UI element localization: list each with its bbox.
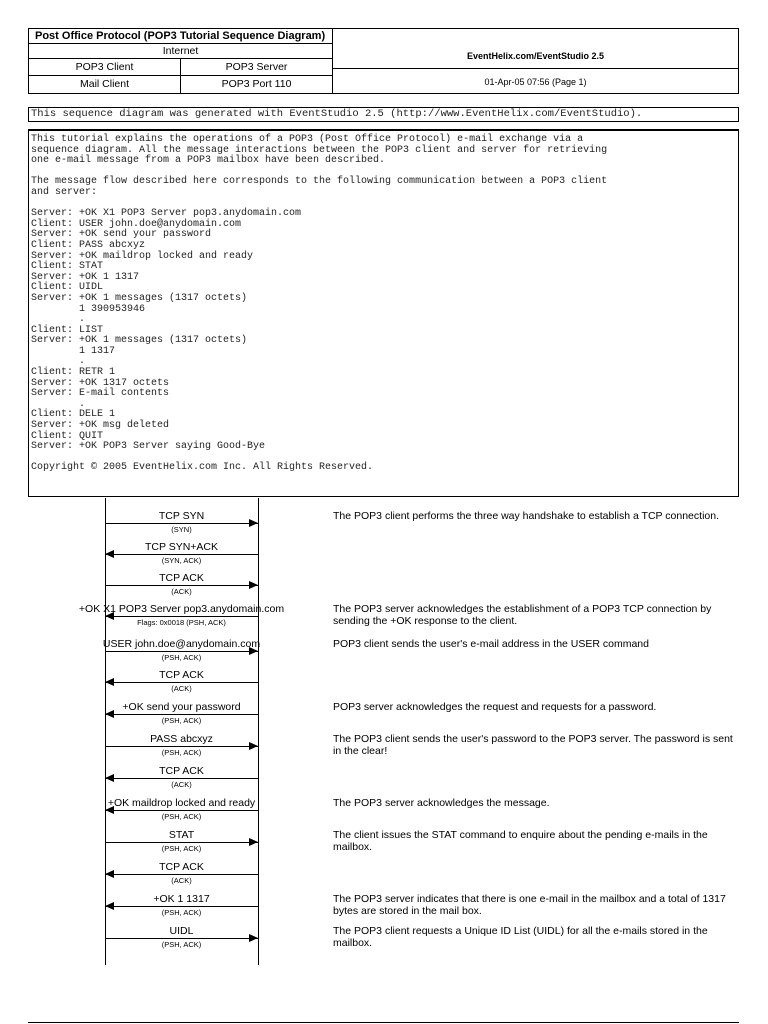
arrowhead-left-icon	[105, 550, 114, 558]
description-line: Server: +OK X1 POP3 Server pop3.anydomain.com	[31, 208, 302, 220]
description-line: The message flow described here corresponds to the following communication between a POP3 client	[31, 176, 608, 188]
message-label: USER john.doe@anydomain.com	[102, 638, 261, 650]
description-line: Server: +OK send your password	[31, 229, 212, 241]
message-arrow	[105, 585, 258, 586]
description-line: sequence diagram. All the message interactions between the POP3 client and server for retrieving	[31, 144, 608, 156]
message-label: TCP ACK	[159, 669, 204, 681]
description-line: one e-mail message from a POP3 mailbox have been described.	[31, 155, 386, 167]
message-remark: The POP3 server acknowledges the establishment of a POP3 TCP connection by sending the +OK response to the client.	[333, 603, 712, 627]
message-label: TCP SYN	[158, 510, 205, 522]
description-line: and server:	[31, 186, 98, 198]
arrowhead-right-icon	[249, 742, 258, 750]
arrowhead-right-icon	[249, 519, 258, 527]
message-remark: POP3 client sends the user's e-mail address in the USER command	[333, 638, 649, 650]
arrowhead-right-icon	[249, 581, 258, 589]
header-table	[28, 28, 739, 94]
message-label: TCP ACK	[159, 765, 204, 777]
message-arrow	[105, 651, 258, 652]
arrowhead-left-icon	[105, 678, 114, 686]
pop3-port-label: POP3 Port 110	[181, 76, 333, 93]
description-line: Client: RETR 1	[31, 367, 116, 379]
message-flags: (PSH, ACK)	[161, 908, 202, 917]
description-line: Client: PASS abcxyz	[31, 239, 146, 251]
message-arrow	[105, 906, 258, 907]
footer-divider	[28, 1022, 739, 1023]
message-remark: The POP3 client requests a Unique ID List (UIDL) for all the e-mails stored in the mailbox.	[333, 925, 708, 949]
description-line: Server: +OK msg deleted	[31, 420, 170, 432]
message-label: +OK maildrop locked and ready	[107, 797, 256, 809]
description-line: Copyright © 2005 EventHelix.com Inc. All Rights Reserved.	[31, 462, 374, 474]
message-arrow	[105, 746, 258, 747]
message-remark: The POP3 client sends the user's password to the POP3 server. The password is sent in the clear!	[333, 733, 733, 757]
pop3-client-lifeline	[105, 498, 106, 965]
description-text	[31, 135, 738, 474]
message-label: UIDL	[169, 925, 194, 937]
message-flags: (ACK)	[171, 684, 192, 693]
message-flags: (SYN, ACK)	[161, 556, 202, 565]
arrowhead-left-icon	[105, 902, 114, 910]
description-line: Client: DELE 1	[31, 409, 116, 421]
description-line: Server: E-mail contents	[31, 388, 170, 400]
message-label: +OK X1 POP3 Server pop3.anydomain.com	[78, 603, 285, 615]
mail-client-label: Mail Client	[29, 76, 181, 93]
pop3-server-lifeline	[258, 498, 259, 965]
description-line: This tutorial explains the operations of a POP3 (Post Office Protocol) e-mail exchange via a	[31, 134, 584, 145]
message-flags: (SYN)	[171, 525, 192, 534]
description-line: Server: +OK 1 1317	[31, 271, 140, 283]
message-flags: (PSH, ACK)	[161, 653, 202, 662]
message-label: TCP ACK	[159, 861, 204, 873]
arrowhead-left-icon	[105, 806, 114, 814]
description-line: 1 390953946	[31, 303, 146, 315]
message-arrow	[105, 682, 258, 683]
message-flags: (PSH, ACK)	[161, 940, 202, 949]
arrowhead-left-icon	[105, 710, 114, 718]
description-line: Server: +OK maildrop locked and ready	[31, 250, 254, 262]
message-flags: (ACK)	[171, 780, 192, 789]
message-arrow	[105, 874, 258, 875]
arrowhead-left-icon	[105, 774, 114, 782]
message-arrow	[105, 938, 258, 939]
description-line: Server: +OK 1317 octets	[31, 377, 170, 389]
message-remark: POP3 server acknowledges the request and requests for a password.	[333, 701, 657, 713]
message-label: +OK 1 1317	[153, 893, 210, 905]
description-line: .	[31, 356, 86, 368]
message-label: STAT	[168, 829, 195, 841]
message-label: +OK send your password	[122, 701, 241, 713]
description-line: Client: UIDL	[31, 282, 104, 294]
pop3-client-label: POP3 Client	[29, 59, 181, 76]
message-flags: (ACK)	[171, 876, 192, 885]
message-remark: The POP3 server acknowledges the message.	[333, 797, 550, 809]
message-remark: The POP3 client performs the three way handshake to establish a TCP connection.	[333, 510, 719, 522]
description-line: Client: QUIT	[31, 430, 104, 442]
pop3-server-label: POP3 Server	[181, 59, 333, 76]
arrowhead-right-icon	[249, 647, 258, 655]
description-line: Client: STAT	[31, 261, 104, 273]
arrowhead-left-icon	[105, 612, 114, 620]
diagram-title: Post Office Protocol (POP3 Tutorial Sequence Diagram)	[29, 29, 333, 44]
internet-label: Internet	[29, 44, 333, 59]
generated-note: This sequence diagram was generated with EventStudio 2.5 (http://www.EventHelix.com/EventStudio).	[28, 107, 739, 122]
message-arrow	[105, 616, 258, 617]
message-flags: (ACK)	[171, 587, 192, 596]
description-box	[28, 129, 739, 497]
message-flags: (PSH, ACK)	[161, 716, 202, 725]
arrowhead-right-icon	[249, 934, 258, 942]
message-label: TCP ACK	[159, 572, 204, 584]
message-arrow	[105, 523, 258, 524]
message-arrow	[105, 554, 258, 555]
message-label: PASS abcxyz	[150, 733, 213, 745]
description-line: 1 1317	[31, 345, 116, 357]
message-arrow	[105, 778, 258, 779]
description-line: .	[31, 314, 86, 326]
message-remark: The POP3 server indicates that there is one e-mail in the mailbox and a total of 1317 bytes are stored in the mail box.	[333, 893, 726, 917]
message-remark: The client issues the STAT command to enquire about the pending e-mails in the mailbox.	[333, 829, 708, 853]
message-label: TCP SYN+ACK	[144, 541, 219, 553]
message-flags: Flags: 0x0018 (PSH, ACK)	[137, 618, 226, 627]
message-arrow	[105, 714, 258, 715]
message-flags: (PSH, ACK)	[161, 748, 202, 757]
tool-label: EventHelix.com/EventStudio 2.5	[333, 44, 738, 69]
message-flags: (PSH, ACK)	[161, 844, 202, 853]
arrowhead-right-icon	[249, 838, 258, 846]
arrowhead-left-icon	[105, 870, 114, 878]
description-line: Server: +OK 1 messages (1317 octets)	[31, 335, 248, 347]
message-flags: (PSH, ACK)	[161, 812, 202, 821]
description-line: Server: +OK POP3 Server saying Good-Bye	[31, 441, 266, 453]
message-arrow	[105, 810, 258, 811]
description-line: Client: USER john.doe@anydomain.com	[31, 218, 242, 230]
description-line: Client: LIST	[31, 324, 104, 336]
message-arrow	[105, 842, 258, 843]
description-line: Server: +OK 1 messages (1317 octets)	[31, 292, 248, 304]
date-label: 01-Apr-05 07:56 (Page 1)	[484, 77, 587, 87]
description-line: .	[31, 398, 86, 410]
